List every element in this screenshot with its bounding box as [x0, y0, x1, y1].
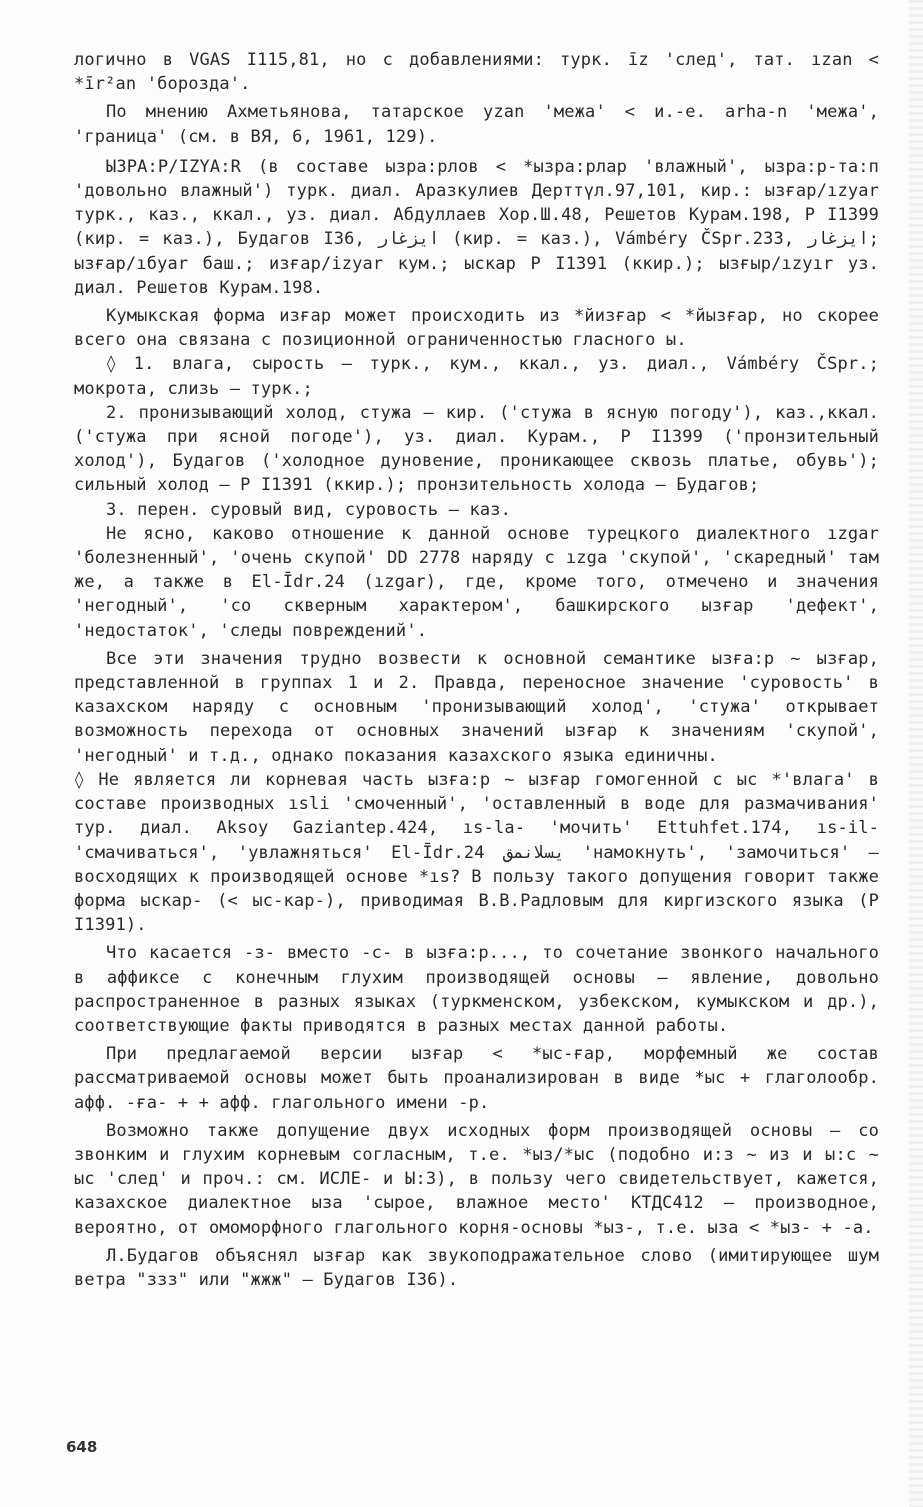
binding-edge	[909, 0, 923, 1507]
paragraph-10: ◊ Не является ли корневая часть ызға:р ~ ызғар гомогенной с ыс *'влага' в составе производных ısli 'смоченный', 'оставленный в воде для размачивания' тур. диал. Aksoy Gaziantep.424, ıs-la- 'мочить' Ettuhfet.174, ıs-il- 'смачиваться', 'увлажняться' El-Īdr.24 يسلانمق 'намокнуть', 'замочиться' – восходящих к производящей основе *ıs? В пользу такого допущения говорит также форма ыскар- (< ыс-кар-), приводимая В.В.Радловым для киргизского языка (Р I1391).	[74, 769, 890, 936]
paragraph-8: Не ясно, каково отношение к данной основе турецкого диалектного ızgar 'болезненный', 'очень скупой' DD 2778 наряду с ızga 'скупой', 'скаредный' там же, а также в El-Īdr.24 (ızgar), где, кроме того, отмечено и значения 'негодный', 'со скверным характером', башкирского ызғар 'дефект', 'недостаток', 'следы повреждений'.	[74, 523, 890, 641]
paragraph-9: Все эти значения трудно возвести к основной семантике ызға:р ~ ызғар, представленной в группах 1 и 2. Правда, переносное значение 'суровость' в казахском наряду с основным 'пронизывающий холод', 'стужа' открывает возможность перехода от основных значений ызғар к значениям 'скупой', 'негодный' и т.д., однако показания казахского языка единичны.	[74, 648, 890, 766]
paragraph-4: Кумыкская форма изғар может происходить из *йизғар < *йызғар, но скорее всего она связана с позиционной ограниченностью гласного ы.	[74, 306, 890, 351]
paragraph-11: Что касается -з- вместо -с- в ызға:р..., то сочетание звонкого начального в аффиксе с конечным глухим производящей основы – явление, довольно распространенное в разных языках (туркменском, узбекском, кумыкском и др.), соответствующие факты приводятся в разных местах данной работы.	[74, 943, 890, 1036]
paragraph-1: логично в VGAS I115,81, но с добавлениями: турк. īz 'след', тат. ızan < *īr²an 'борозда'.	[74, 50, 890, 95]
paragraph-meaning-2: 2. пронизывающий холод, стужа – кир. ('стужа в ясную погоду'), каз.,ккал. ('стужа при ясной погоде'), уз. диал. Курам., Р I1399 ('пронзительный холод'), Будагов ('холодное дуновение, проникающее сквозь платье, обувь'); сильный холод – Р I1391 (ккир.); пронзительность холода – Будагов;	[74, 402, 890, 496]
body-text	[74, 48, 890, 1292]
page-number: 648	[66, 1438, 98, 1456]
paragraph-13: Возможно также допущение двух исходных форм производящей основы – со звонким и глухим корневым согласным, т.е. *ыз/*ыс (подобно и:з ~ из и ы:с ~ ыс 'след' и проч.: см. ИСЛЕ- и Ы:З), в пользу чего свидетельствует, кажется, казахское диалектное ыза 'сырое, влажное место' КТДС412 – производное, вероятно, от омоморфного глагольного корня-основы *ыз-, т.е. ыза < *ыз- + -а.	[74, 1120, 890, 1238]
paragraph-12: При предлагаемой версии ызғар < *ыс-ғар, морфемный же состав рассматриваемой основы может быть проанализирован в виде *ыс + глаголообр. афф. -ға- + + афф. глагольного имени -р.	[74, 1044, 890, 1113]
paragraph-meaning-3: 3. перен. суровый вид, суровость – каз.	[106, 499, 512, 520]
paragraph-entry-head: ЫЗРА:Р/IZYA:R (в составе ызра:рлов < *ызра:рлар 'влажный', ызра:р-та:п 'довольно влажный') турк. диал. Аразкулиев Дерттүл.97,101, кир.: ызғар/ızyar турк., каз., ккал., уз. диал. Абдуллаев Хор.Ш.48, Решетов Курам.198, Р I1399 (кир. = каз.), Будагов I36, ايزغار (кир. = каз.), Vámbéry ČSpr.233, ايزغار; ызғар/ıбyar баш.; изғар/izyar кум.; ыскар Р I1391 (ккир.); ызғыр/ızyır уз. диал. Решетов Курам.198.	[74, 156, 890, 298]
paragraph-14: Л.Будагов объяснял ызғар как звукоподражательное слово (имитирующее шум ветра "ззз" или "жжж" – Будагов I36).	[74, 1245, 890, 1290]
paragraph-meaning-1: ◊ 1. влага, сырость – турк., кум., ккал., уз. диал., Vámbéry ČSpr.; мокрота, слизь – турк.;	[74, 354, 890, 399]
paragraph-2: По мнению Ахметьянова, татарское yzan 'межа' < и.-е. arha-n 'межа', 'граница' (см. в ВЯ, 6, 1961, 129).	[74, 102, 890, 147]
